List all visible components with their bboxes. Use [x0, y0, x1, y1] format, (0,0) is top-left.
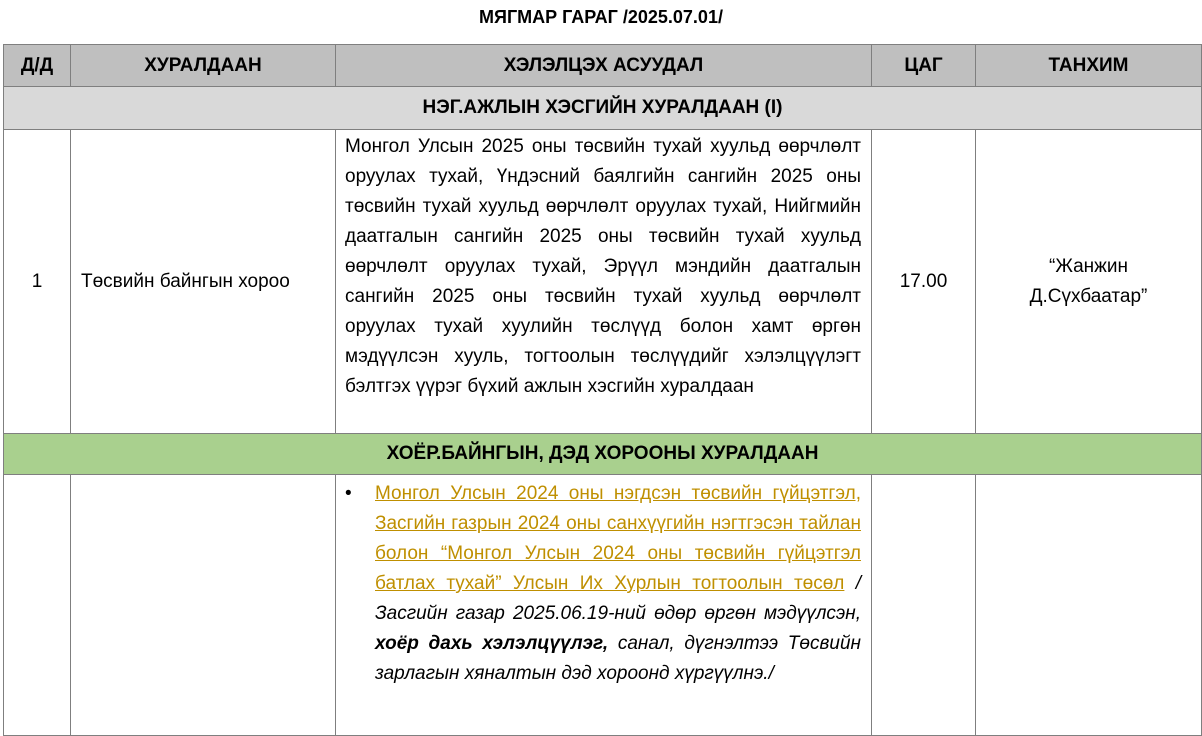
hall-line-1: “Жанжин	[1049, 255, 1128, 277]
section-title: НЭГ.АЖЛЫН ХЭСГИЙН ХУРАЛДААН (I)	[4, 87, 1202, 130]
meeting-time	[872, 475, 976, 736]
page-title: МЯГМАР ГАРАГ /2025.07.01/	[479, 7, 723, 27]
meeting-hall	[976, 130, 1202, 434]
meeting-name: Төсвийн байнгын хороо	[71, 130, 336, 434]
header-hall: ТАНХИМ	[976, 45, 1202, 87]
note-emphasis: хоёр дахь хэлэлцүүлэг,	[375, 633, 609, 654]
hall-line-2: Д.Сүхбаатар”	[1029, 285, 1148, 307]
section-row-working-group	[4, 87, 1202, 130]
meeting-hall	[976, 475, 1202, 736]
row-number: 1	[4, 130, 71, 434]
list-item	[336, 475, 871, 689]
table-row	[4, 475, 1202, 736]
table-header-row	[4, 45, 1202, 87]
note-text: /Засгийн газар 2025.06.19-ний өдөр өргөн мэдүүлсэн,	[375, 573, 862, 624]
meeting-time: 17.00	[872, 130, 976, 434]
schedule-table	[3, 44, 1202, 736]
draft-resolution-link[interactable]: Монгол Улсын 2024 оны нэгдсэн төсвийн гүйцэтгэл, Засгийн газрын 2024 оны санхүүгийн нэгтгэсэн тайлан болон “Монгол Улсын 2024 оны төсвийн гүйцэтгэл батлах тухай” Улсын Их Хурлын тогтоолын төсөл	[375, 483, 861, 594]
header-meeting: ХУРАЛДААН	[71, 45, 336, 87]
table-row	[4, 130, 1202, 434]
section-row-committees	[4, 434, 1202, 475]
header-issue: ХЭЛЭЛЦЭХ АСУУДАЛ	[336, 45, 872, 87]
header-num: Д/Д	[4, 45, 71, 87]
issue-cell	[336, 475, 872, 736]
note-text-end: санал, дүгнэлтээ Төсвийн зарлагын хяналтын дэд хороонд хүргүүлнэ./	[375, 633, 861, 684]
meeting-name	[71, 475, 336, 736]
bullet-icon: •	[345, 483, 352, 504]
issue-text: Монгол Улсын 2025 оны төсвийн тухай хуульд өөрчлөлт оруулах тухай, Үндэсний баялгийн сангийн 2025 оны төсвийн тухай хуульд өөрчлөлт оруулах тухай, Нийгмийн даатгалын сангийн 2025 оны төсвийн тухай хуульд өөрчлөлт оруулах тухай, Эрүүл мэндийн даатгалын сангийн 2025 оны төсвийн тухай хуульд өөрчлөлт оруулах тухай хуулийн төслүүд болон хамт өргөн мэдүүлсэн хууль, тогтоолын төслүүдийг хэлэлцүүлэгт бэлтгэх үүрэг бүхий ажлын хэсгийн хуралдаан	[336, 130, 872, 434]
section-title: ХОЁР.БАЙНГЫН, ДЭД ХОРООНЫ ХУРАЛДААН	[4, 434, 1202, 475]
row-number	[4, 475, 71, 736]
header-time: ЦАГ	[872, 45, 976, 87]
